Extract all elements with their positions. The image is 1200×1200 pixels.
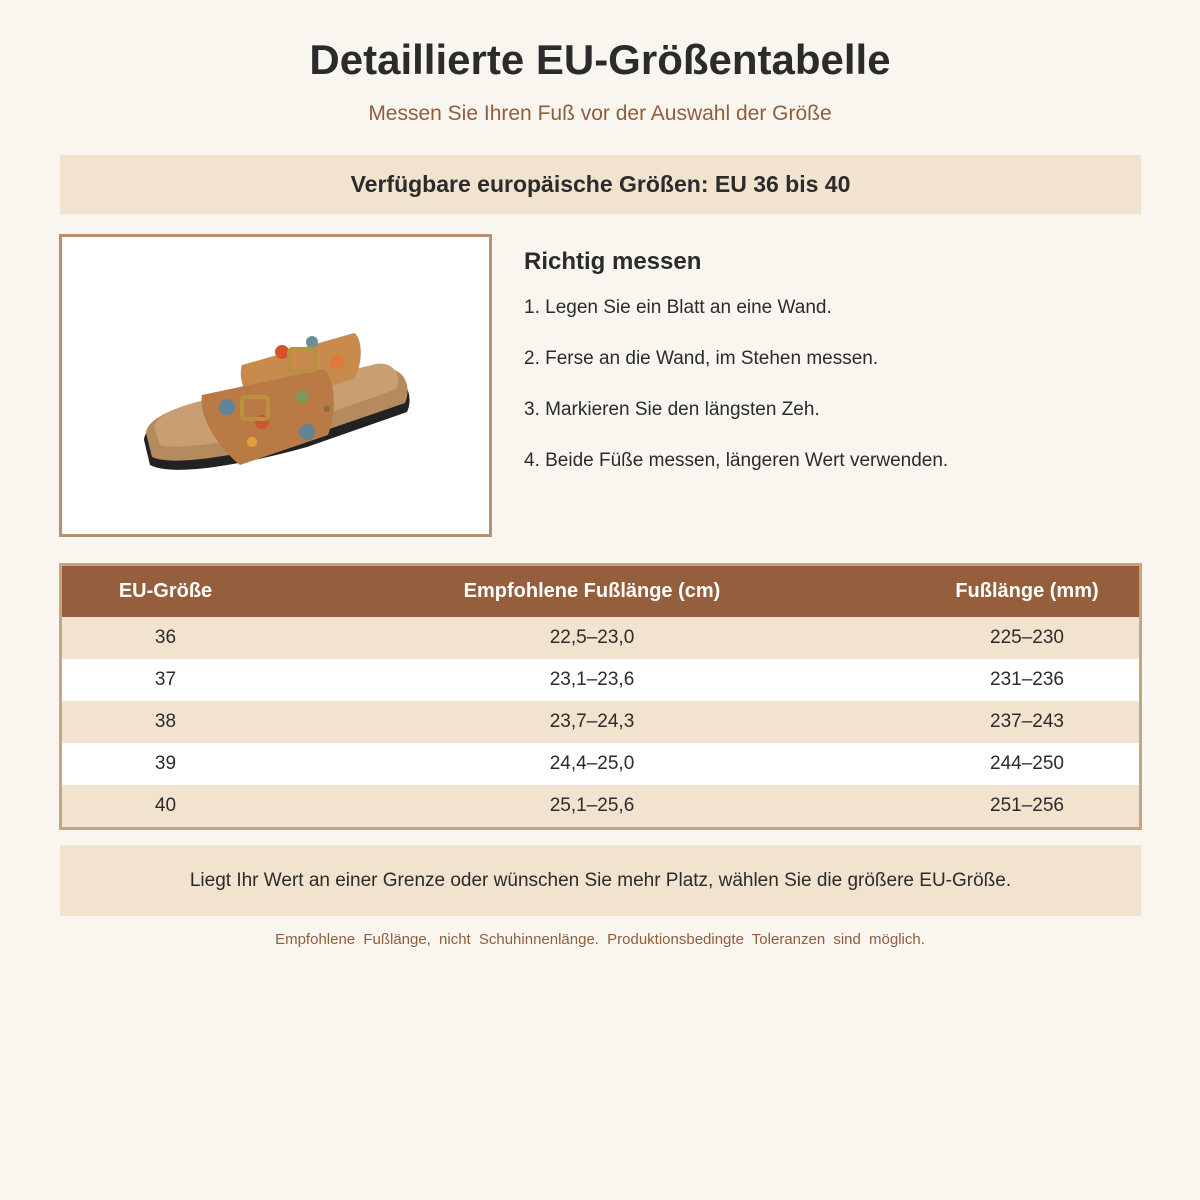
product-image-frame — [59, 234, 492, 537]
sandal-image — [62, 237, 489, 534]
measuring-instructions — [524, 244, 1144, 500]
cell-foot-length-mm: 244–250 — [990, 753, 1064, 774]
cell-eu-size: 40 — [154, 795, 177, 816]
instructions-list — [524, 296, 1144, 500]
instruction-step: 3. Markieren Sie den längsten Zeh. — [524, 399, 820, 420]
instruction-step: 4. Beide Füße messen, längeren Wert verwenden. — [524, 450, 949, 471]
instructions-title: Richtig messen — [524, 248, 702, 275]
sizing-tip-box — [60, 845, 1141, 916]
table-row — [62, 701, 1139, 743]
instruction-step: 1. Legen Sie ein Blatt an eine Wand. — [524, 297, 832, 318]
footnote: Empfohlene Fußlänge, nicht Schuhinnenlänge. Produktionsbedingte Toleranzen sind möglich. — [275, 931, 925, 948]
cell-foot-length-mm: 225–230 — [990, 627, 1064, 648]
table-row — [62, 659, 1139, 701]
cell-foot-length-cm: 22,5–23,0 — [549, 627, 635, 648]
available-sizes-banner — [60, 155, 1141, 214]
header-foot-length-mm: Fußlänge (mm) — [955, 580, 1099, 602]
cell-foot-length-cm: 24,4–25,0 — [549, 753, 635, 774]
cell-eu-size: 39 — [154, 753, 177, 774]
available-sizes-text: Verfügbare europäische Größen: EU 36 bis 40 — [350, 171, 851, 197]
table-row — [62, 743, 1139, 785]
cell-eu-size: 38 — [154, 711, 177, 732]
cell-eu-size: 36 — [154, 627, 177, 648]
cell-foot-length-cm: 23,7–24,3 — [549, 711, 635, 732]
cell-foot-length-cm: 23,1–23,6 — [549, 669, 635, 690]
cell-foot-length-mm: 231–236 — [990, 669, 1064, 690]
cell-foot-length-cm: 25,1–25,6 — [549, 795, 635, 816]
cell-foot-length-mm: 251–256 — [990, 795, 1064, 816]
page-subtitle: Messen Sie Ihren Fuß vor der Auswahl der Größe — [368, 102, 832, 125]
sizing-tip-text: Liegt Ihr Wert an einer Grenze oder wünschen Sie mehr Platz, wählen Sie die größere EU-Größe. — [189, 869, 1012, 891]
page-title: Detaillierte EU-Größentabelle — [309, 36, 891, 83]
table-row — [62, 617, 1139, 659]
instruction-step: 2. Ferse an die Wand, im Stehen messen. — [524, 348, 879, 369]
table-header-row — [62, 566, 1139, 617]
table-row — [62, 785, 1139, 827]
size-table — [59, 563, 1142, 830]
cell-foot-length-mm: 237–243 — [990, 711, 1064, 732]
header-eu-size: EU-Größe — [118, 580, 213, 602]
cell-eu-size: 37 — [154, 669, 177, 690]
header-foot-length-cm: Empfohlene Fußlänge (cm) — [463, 580, 721, 602]
